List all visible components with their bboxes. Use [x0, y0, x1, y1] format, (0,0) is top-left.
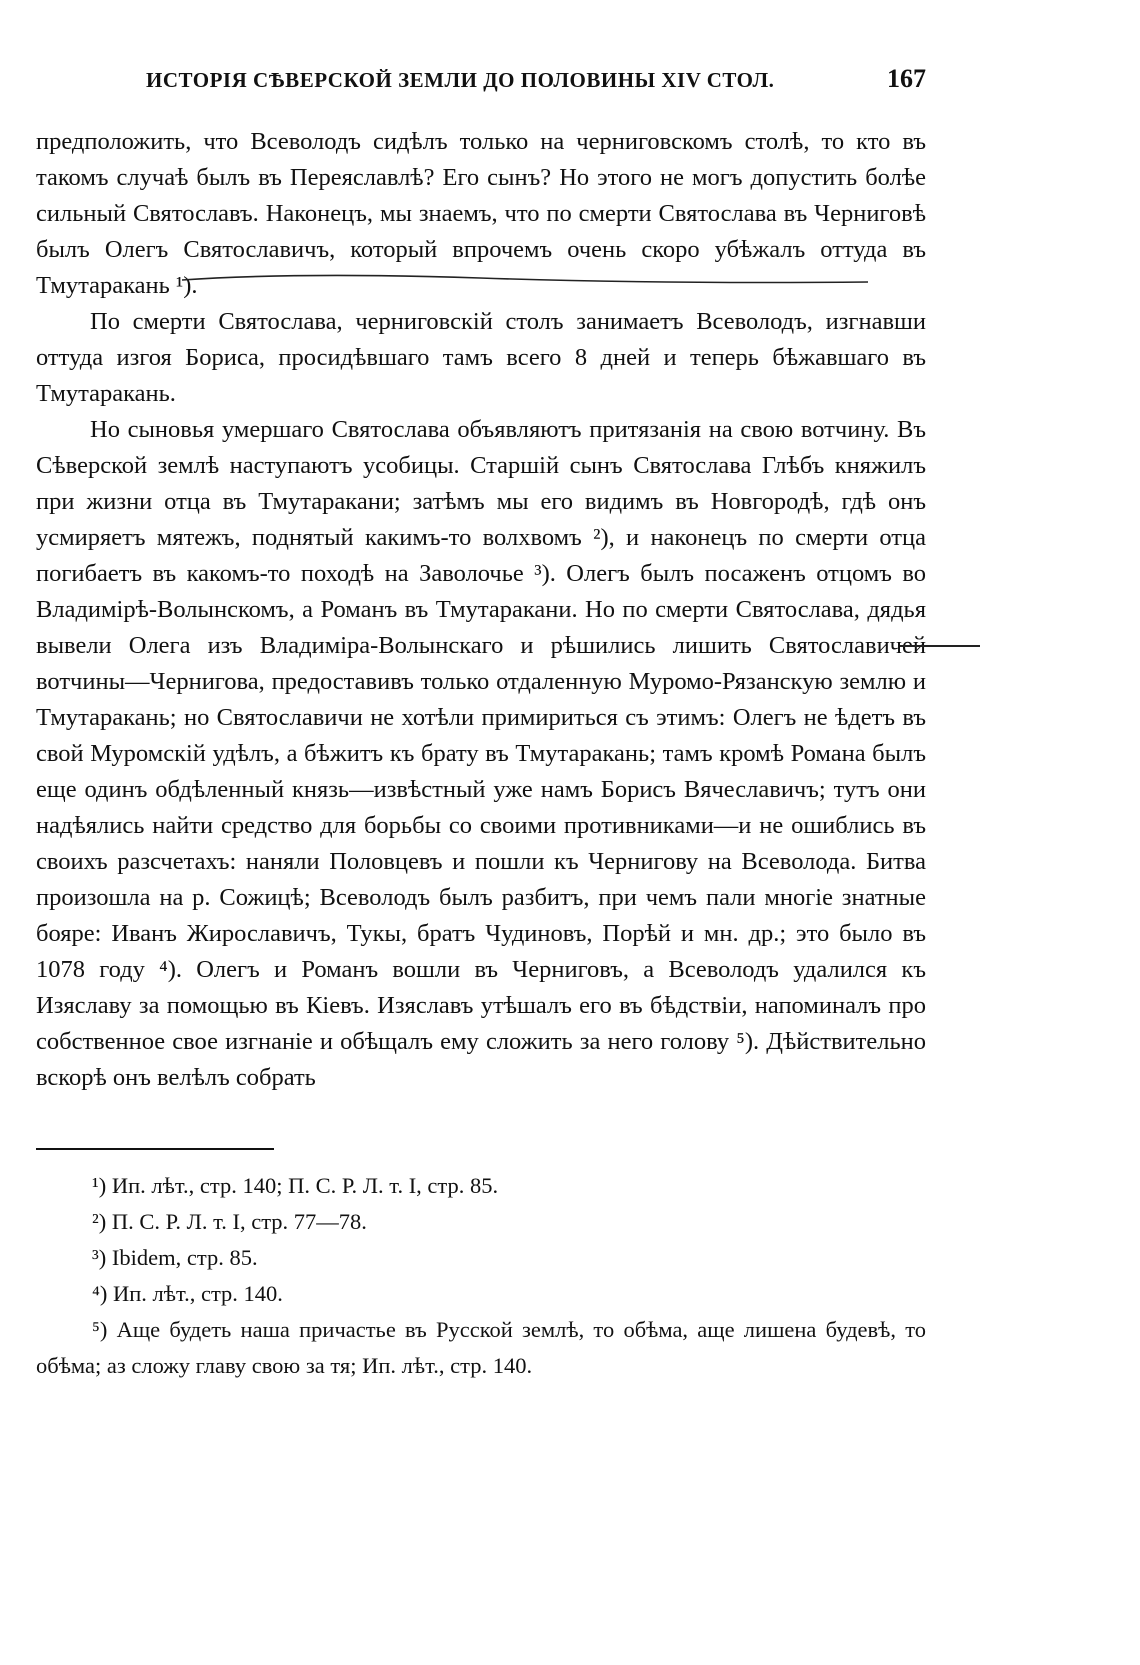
paragraph: предположить, что Всеволодъ сидѣлъ только на черниговскомъ столѣ, то кто въ такомъ случаѣ былъ въ Переяславлѣ? Его сынъ? Но этого не могъ допустить болѣе сильный Святославъ. Наконецъ, мы знаемъ, что по смерти Святослава въ Черниговѣ былъ Олегъ Святославичъ, который впрочемъ очень скоро убѣжалъ оттуда въ Тмутаракань ¹).: [36, 128, 926, 299]
running-title: ИСТОРІЯ СѢВЕРСКОЙ ЗЕМЛИ ДО ПОЛОВИНЫ XIV СТОЛ.: [146, 68, 775, 92]
footnote: ²) П. С. Р. Л. т. I, стр. 77—78.: [92, 1209, 367, 1234]
footnote: ⁴) Ип. лѣт., стр. 140.: [92, 1281, 283, 1306]
page-number: 167: [887, 64, 926, 93]
page-header: [36, 60, 926, 104]
pencil-underline: [180, 270, 870, 290]
footnotes: [36, 1168, 926, 1384]
footnote: ¹) Ип. лѣт., стр. 140; П. С. Р. Л. т. I, стр. 85.: [92, 1173, 499, 1198]
paragraph: По смерти Святослава, черниговскій столъ занимаетъ Всеволодъ, изгнавши оттуда изгоя Бориса, просидѣвшаго тамъ всего 8 дней и теперь бѣжавшаго въ Тмутаракань.: [36, 308, 926, 407]
footnote-rule: [36, 1148, 274, 1150]
book-page: [36, 60, 926, 1384]
footnote: ³) Ibidem, стр. 85.: [92, 1245, 258, 1270]
footnote: ⁵) Аще будеть наша причастье въ Русской землѣ, то обѣма, аще лишена будевѣ, то обѣма; аз сложу главу свою за тя; Ип. лѣт., стр. 140.: [36, 1317, 926, 1378]
paragraph: Но сыновья умершаго Святослава объявляютъ притязанія на свою вотчину. Въ Сѣверской землѣ наступаютъ усобицы. Старшій сынъ Святослава Глѣбъ княжилъ при жизни отца въ Тмутаракани; затѣмъ мы его видимъ въ Новгородѣ, гдѣ онъ усмиряетъ мятежъ, поднятый какимъ-то волхвомъ ²), и наконецъ по смерти отца погибаетъ въ какомъ-то походѣ на Заволочье ³). Олегъ былъ посаженъ отцомъ во Владимірѣ-Волынскомъ, а Романъ въ Тмутаракани. Но по смерти Святослава, дядья вывели Олега изъ Владиміра-Волынскаго и рѣшились лишить Святославичей вотчины—Чернигова, предоставивъ только отдаленную Муромо-Рязанскую землю и Тмутаракань; но Святославичи не хотѣли примириться съ этимъ: Олегъ не ѣдетъ въ свой Муромскій удѣлъ, а бѣжитъ къ брату въ Тмутаракань; тамъ кромѣ Романа былъ еще одинъ обдѣленный князь—извѣстный уже намъ Борисъ Вячеславичъ; тутъ они надѣялись найти средство для борьбы со своими противниками—и не ошиблись въ своихъ разсчетахъ: наняли Половцевъ и пошли къ Чернигову на Всеволода. Битва произошла на р. Сожицѣ; Всеволодъ былъ разбитъ, при чемъ пали многіе знатные бояре: Иванъ Жирославичъ, Тукы, братъ Чудиновъ, Порѣй и мн. др.; это было въ 1078 году ⁴). Олегъ и Романъ вошли въ Черниговъ, а Всеволодъ удалился къ Изяславу за помощью въ Кіевъ. Изяславъ утѣшалъ его въ бѣдствіи, напоминалъ про собственное свое изгнаніе и обѣщалъ ему сложить за него голову ⁵). Дѣйствительно вскорѣ онъ велѣлъ собрать: [36, 416, 926, 1091]
margin-dash: [900, 645, 980, 647]
